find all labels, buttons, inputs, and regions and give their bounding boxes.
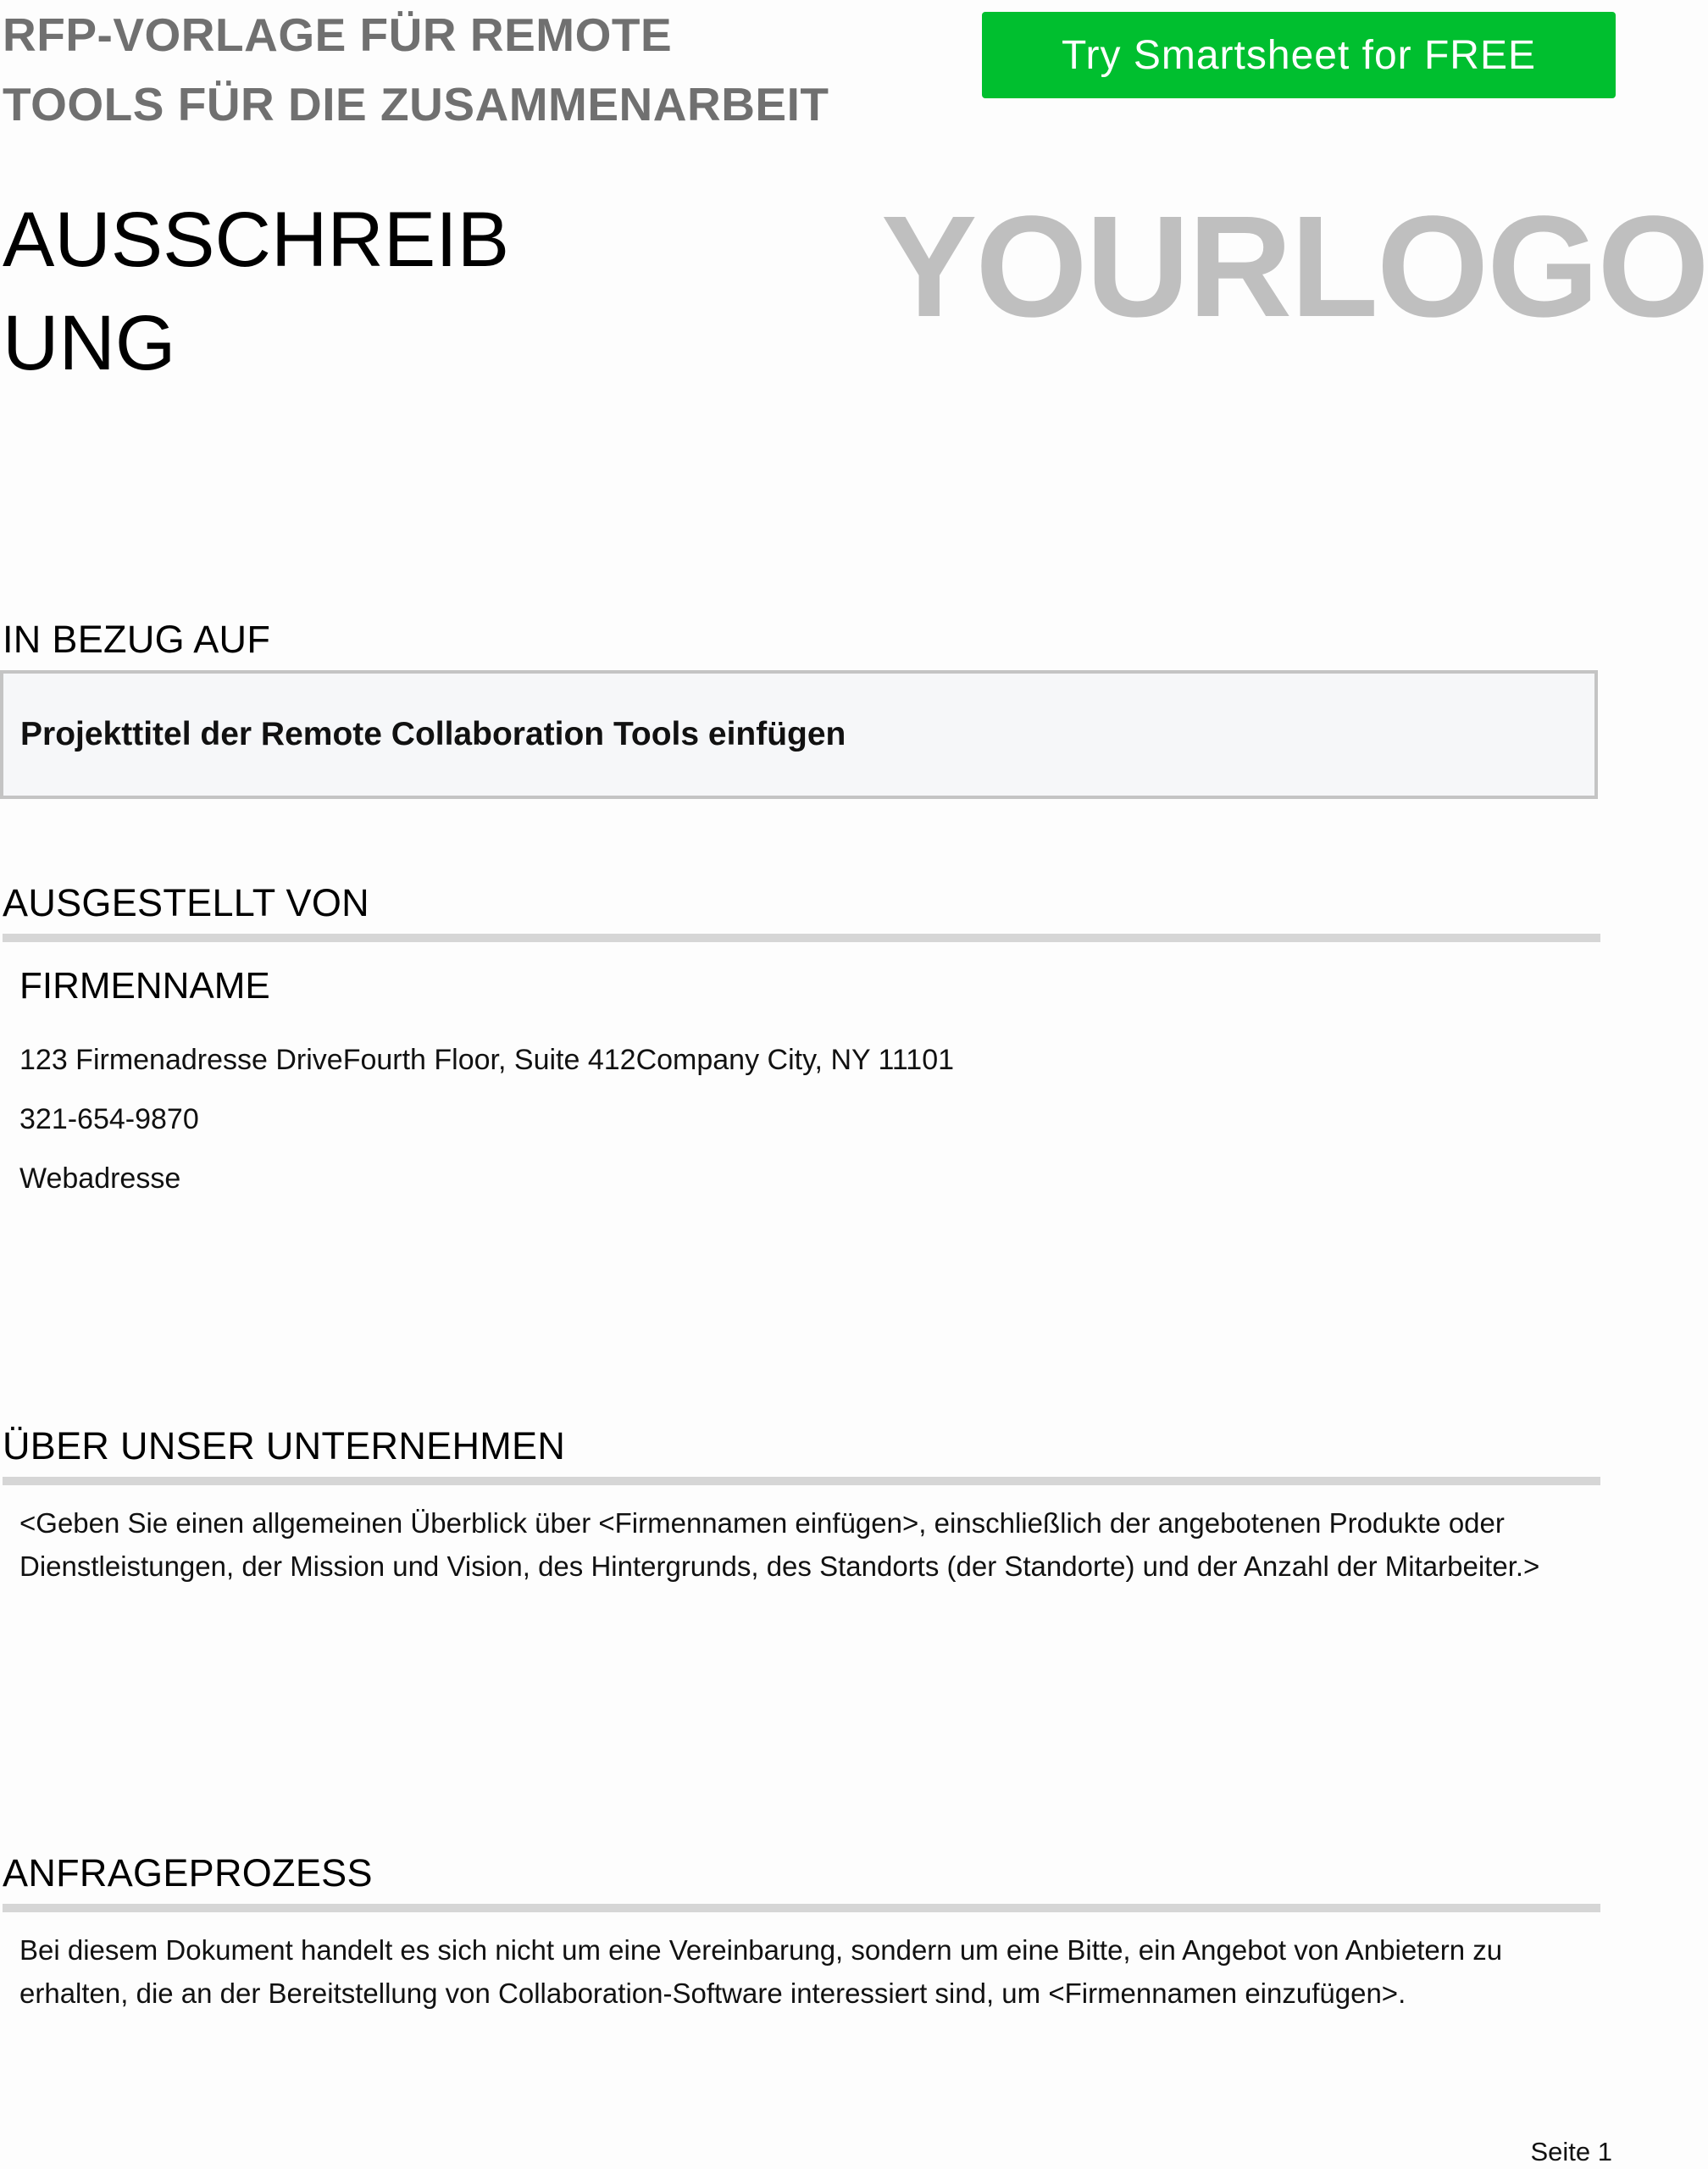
project-title-field[interactable] [0, 670, 1598, 799]
about-heading: ÜBER UNSER UNTERNEHMEN [3, 1424, 566, 1467]
issued-by-divider [3, 934, 1600, 942]
logo-placeholder: YOURLOGO [881, 186, 1708, 347]
process-text: Bei diesem Dokument handelt es sich nicht um eine Vereinbarung, sondern um eine Bitte, ein Angebot von Anbietern zu erhalten, die an der Bereitstellung von Collaboration-Software interessiert sind, um <Firmennamen einzufügen>. [19, 1934, 1503, 2009]
about-divider [3, 1477, 1600, 1485]
company-address: 123 Firmenadresse DriveFourth Floor, Suite 412Company City, NY 11101 [19, 1044, 955, 1076]
company-name: FIRMENNAME [19, 965, 270, 1007]
page-number: Seite 1 [1530, 2137, 1612, 2166]
company-phone: 321-654-9870 [19, 1103, 199, 1135]
about-text: <Geben Sie einen allgemeinen Überblick über <Firmennamen einfügen>, einschließlich der angebotenen Produkte oder Dienstleistungen, der Mission und Vision, des Hintergrunds, des Standorts (der Standorte) und der Anzahl der Mitarbeiter.> [19, 1507, 1540, 1582]
project-title-text: Projekttitel der Remote Collaboration Tools einfügen [20, 716, 846, 752]
document-title: AUSSCHREIB UNG [3, 197, 510, 386]
issued-by-heading: AUSGESTELLT VON [3, 881, 369, 924]
reference-heading: IN BEZUG AUF [3, 618, 271, 661]
process-heading: ANFRAGEPROZESS [3, 1851, 373, 1894]
try-smartsheet-button[interactable]: Try Smartsheet for FREE [982, 12, 1616, 98]
template-title: RFP-VORLAGE FÜR REMOTE TOOLS FÜR DIE ZUSAMMENARBEIT [3, 8, 829, 130]
process-divider [3, 1904, 1600, 1912]
company-web: Webadresse [19, 1162, 181, 1195]
